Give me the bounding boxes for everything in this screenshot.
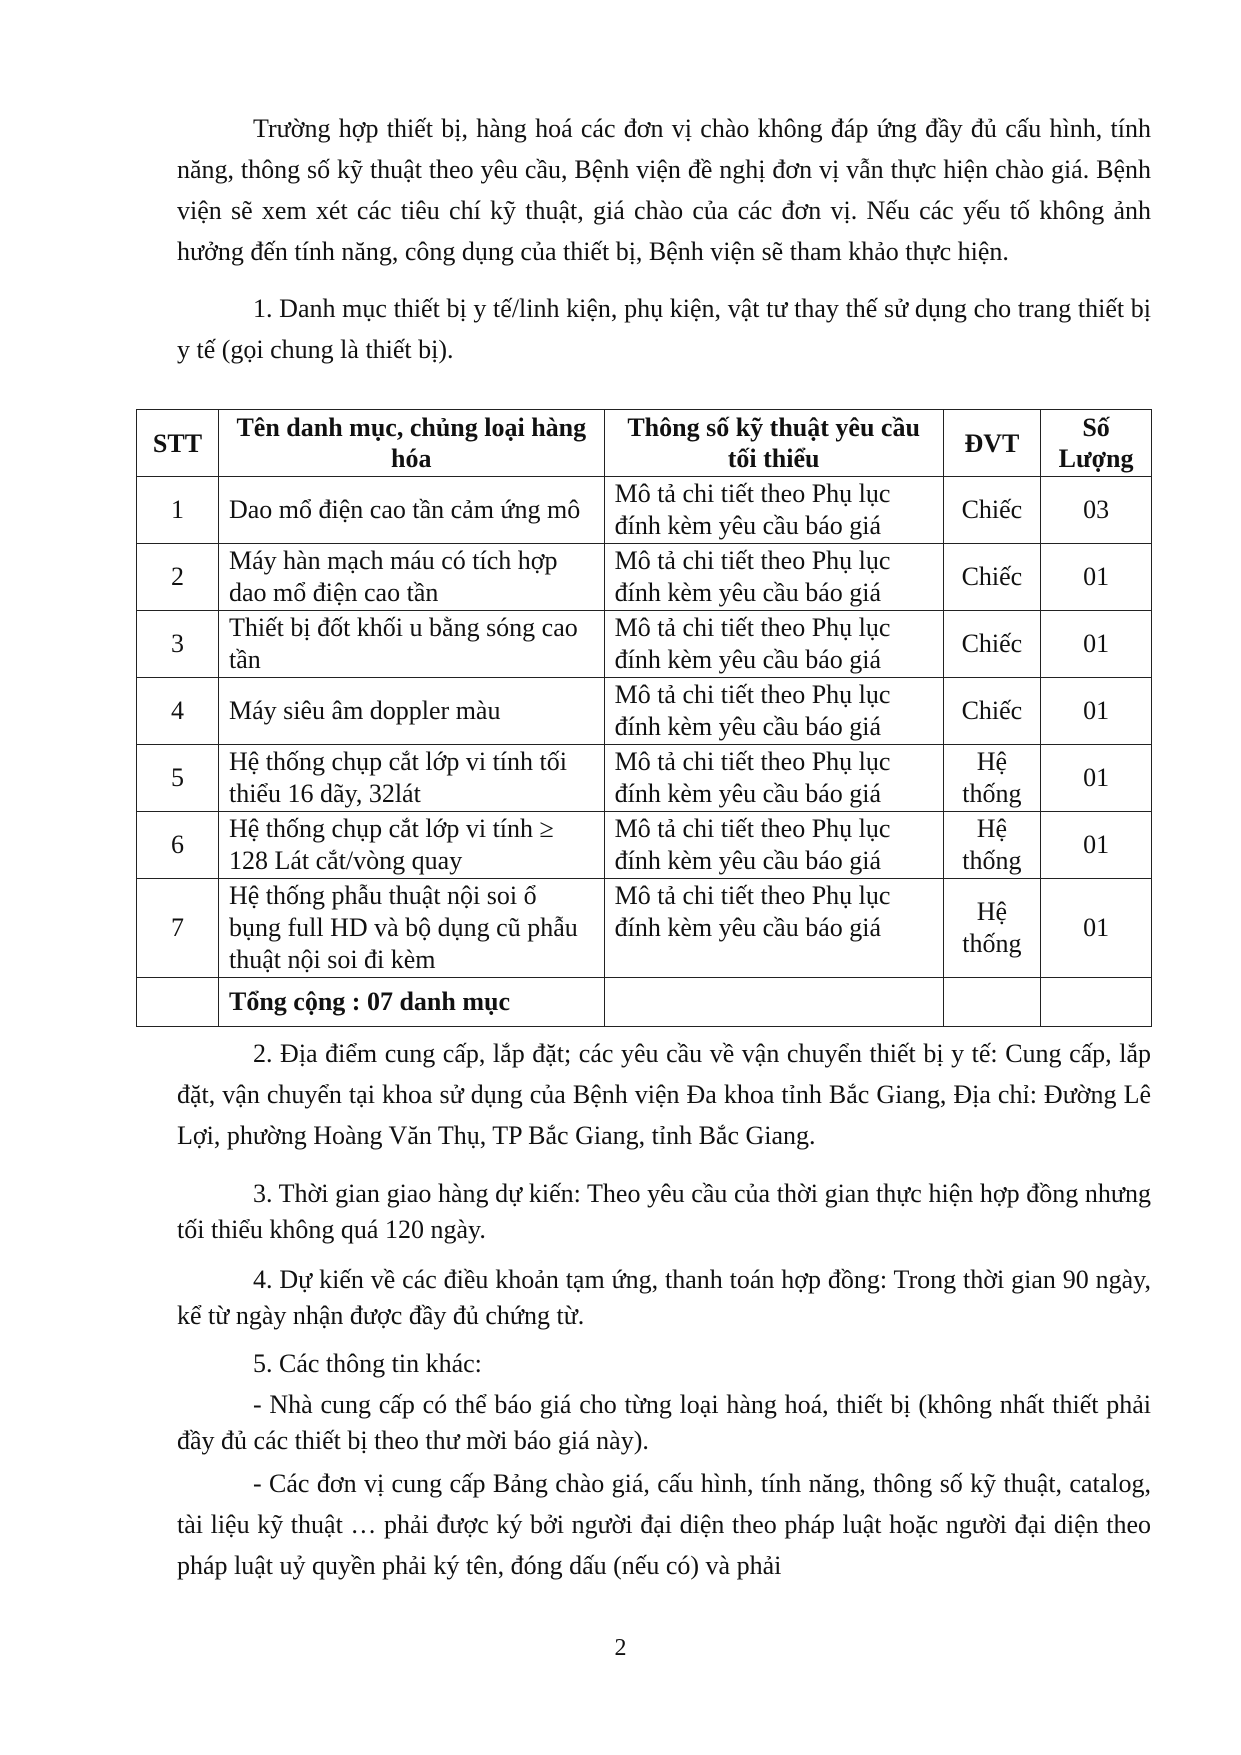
cell-qty: 03 [1041, 477, 1152, 544]
table-row [137, 678, 1152, 745]
cell-name: Thiết bị đốt khối u bằng sóng cao tần [218, 611, 604, 678]
cell-name: Máy hàn mạch máu có tích hợp dao mổ điện cao tần [218, 544, 604, 611]
cell-spec: Mô tả chi tiết theo Phụ lục đính kèm yêu cầu báo giá [604, 544, 943, 611]
cell-stt: 7 [137, 879, 219, 978]
cell-stt: 1 [137, 477, 219, 544]
cell-name: Hệ thống phẫu thuật nội soi ổ bụng full HD và bộ dụng cũ phẫu thuật nội soi đi kèm [218, 879, 604, 978]
intro-paragraph: Trường hợp thiết bị, hàng hoá các đơn vị chào không đáp ứng đầy đủ cấu hình, tính năng, thông số kỹ thuật theo yêu cầu, Bệnh viện đề nghị đơn vị vẫn thực hiện chào giá. Bệnh viện sẽ xem xét các tiêu chí kỹ thuật, giá chào của các đơn vị. Nếu các yếu tố không ảnh hưởng đến tính năng, công dụng của thiết bị, Bệnh viện sẽ tham khảo thực hiện. [177, 114, 1151, 266]
page-number: 2 [614, 1635, 627, 1661]
cell-stt: 5 [137, 745, 219, 812]
cell-spec: Mô tả chi tiết theo Phụ lục đính kèm yêu cầu báo giá [604, 812, 943, 879]
table-row [137, 879, 1152, 978]
cell-stt: 6 [137, 812, 219, 879]
cell-stt: 3 [137, 611, 219, 678]
cell-unit: Hệ thống [943, 745, 1041, 812]
equipment-table [136, 409, 1152, 1027]
table-row [137, 745, 1152, 812]
cell-qty: 01 [1041, 611, 1152, 678]
table-row [137, 611, 1152, 678]
cell-spec: Mô tả chi tiết theo Phụ lục đính kèm yêu cầu báo giá [604, 678, 943, 745]
table-row [137, 812, 1152, 879]
cell-spec: Mô tả chi tiết theo Phụ lục đính kèm yêu cầu báo giá [604, 611, 943, 678]
cell-qty: 01 [1041, 678, 1152, 745]
header-unit: ĐVT [943, 410, 1041, 477]
table-row [137, 544, 1152, 611]
section-2: 2. Địa điểm cung cấp, lắp đặt; các yêu cầu về vận chuyển thiết bị y tế: Cung cấp, lắp đặt, vận chuyển tại khoa sử dụng của Bệnh viện Đa khoa tỉnh Bắc Giang, Địa chỉ: Đường Lê Lợi, phường Hoàng Văn Thụ, TP Bắc Giang, tỉnh Bắc Giang. [177, 1039, 1151, 1150]
total-cell-empty [604, 978, 943, 1027]
cell-name: Hệ thống chụp cắt lớp vi tính ≥ 128 Lát cắt/vòng quay [218, 812, 604, 879]
header-name: Tên danh mục, chủng loại hàng hóa [218, 410, 604, 477]
section-5-title: 5. Các thông tin khác: [253, 1349, 482, 1378]
total-cell-empty [137, 978, 219, 1027]
cell-unit: Chiếc [943, 477, 1041, 544]
total-cell-empty [943, 978, 1041, 1027]
cell-qty: 01 [1041, 879, 1152, 978]
total-cell-empty [1041, 978, 1152, 1027]
cell-unit: Chiếc [943, 678, 1041, 745]
cell-spec: Mô tả chi tiết theo Phụ lục đính kèm yêu cầu báo giá [604, 879, 943, 978]
cell-name: Hệ thống chụp cắt lớp vi tính tối thiểu 16 dãy, 32lát [218, 745, 604, 812]
cell-unit: Chiếc [943, 611, 1041, 678]
table-header-row [137, 410, 1152, 477]
header-qty: Số Lượng [1041, 410, 1152, 477]
total-label: Tổng cộng : 07 danh mục [218, 978, 604, 1027]
cell-name: Máy siêu âm doppler màu [218, 678, 604, 745]
cell-stt: 4 [137, 678, 219, 745]
cell-unit: Chiếc [943, 544, 1041, 611]
cell-qty: 01 [1041, 812, 1152, 879]
cell-qty: 01 [1041, 745, 1152, 812]
section-3: 3. Thời gian giao hàng dự kiến: Theo yêu cầu của thời gian thực hiện hợp đồng nhưng tối thiểu không quá 120 ngày. [177, 1179, 1151, 1244]
header-spec: Thông số kỹ thuật yêu cầu tối thiểu [604, 410, 943, 477]
table-total-row [137, 978, 1152, 1027]
section-5-bullet-2: - Các đơn vị cung cấp Bảng chào giá, cấu hình, tính năng, thông số kỹ thuật, catalog, tài liệu kỹ thuật … phải được ký bởi người đại diện theo pháp luật hoặc người đại diện theo pháp luật uỷ quyền phải ký tên, đóng dấu (nếu có) và phải [177, 1469, 1151, 1580]
section-1-heading: 1. Danh mục thiết bị y tế/linh kiện, phụ kiện, vật tư thay thế sử dụng cho trang thiết bị y tế (gọi chung là thiết bị). [177, 294, 1151, 364]
section-4: 4. Dự kiến về các điều khoản tạm ứng, thanh toán hợp đồng: Trong thời gian 90 ngày, kể từ ngày nhận được đầy đủ chứng từ. [177, 1265, 1151, 1330]
table-row [137, 477, 1152, 544]
cell-qty: 01 [1041, 544, 1152, 611]
cell-unit: Hệ thống [943, 812, 1041, 879]
cell-name: Dao mổ điện cao tần cảm ứng mô [218, 477, 604, 544]
header-stt: STT [137, 410, 219, 477]
cell-stt: 2 [137, 544, 219, 611]
cell-spec: Mô tả chi tiết theo Phụ lục đính kèm yêu cầu báo giá [604, 745, 943, 812]
cell-spec: Mô tả chi tiết theo Phụ lục đính kèm yêu cầu báo giá [604, 477, 943, 544]
section-5-bullet-1: - Nhà cung cấp có thể báo giá cho từng loại hàng hoá, thiết bị (không nhất thiết phải đầy đủ các thiết bị theo thư mời báo giá này). [177, 1390, 1151, 1455]
cell-unit: Hệ thống [943, 879, 1041, 978]
